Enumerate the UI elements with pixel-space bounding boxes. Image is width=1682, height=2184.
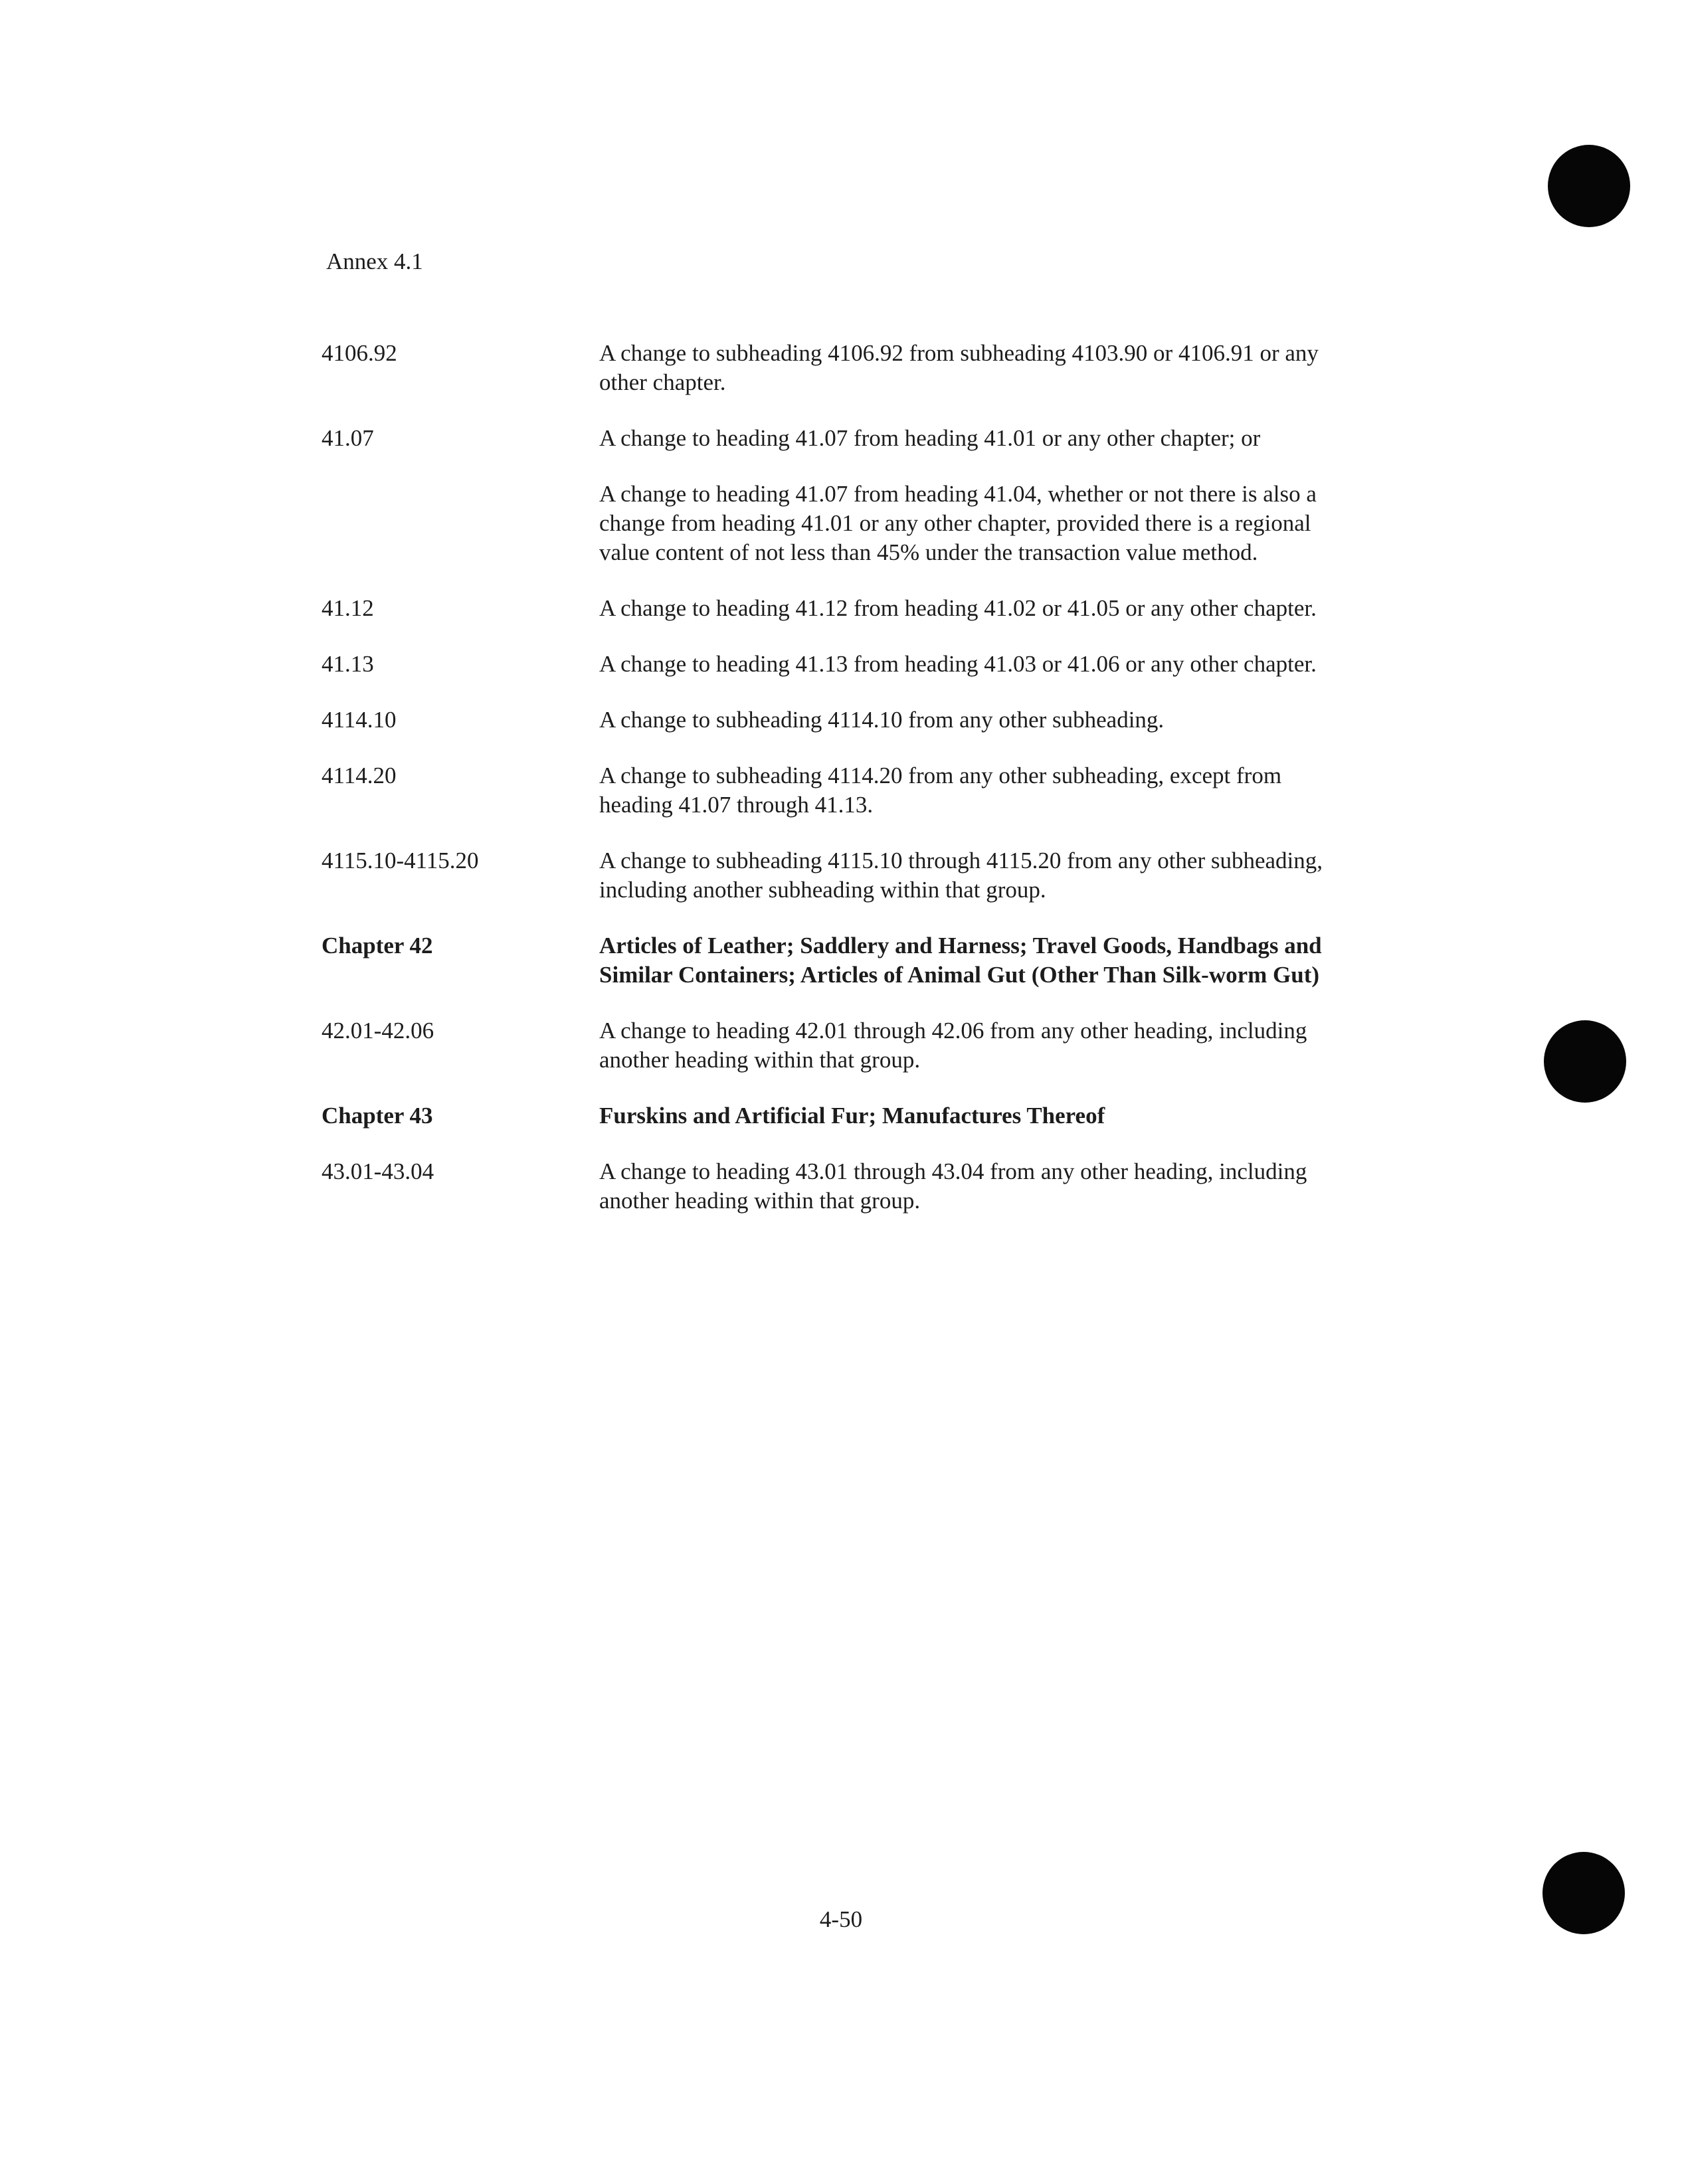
rule-row: [322, 761, 1358, 820]
rules-table: [322, 339, 1358, 1242]
rule-row: [322, 705, 1358, 735]
rule-description: [599, 705, 1350, 735]
rule-row: [322, 1016, 1358, 1075]
rule-description: [599, 424, 1350, 567]
rule-row: [322, 424, 1358, 567]
rule-text: Furskins and Artificial Fur; Manufactures Thereof: [599, 1103, 1105, 1129]
rule-text: A change to subheading 4114.10 from any other subheading.: [599, 707, 1165, 733]
rule-text: A change to heading 42.01 through 42.06 from any other heading, including another heading within that group.: [599, 1018, 1307, 1073]
annex-title: Annex 4.1: [326, 248, 423, 274]
chapter-title: [599, 931, 1350, 990]
rule-description: [599, 761, 1350, 820]
rule-description: [599, 1016, 1350, 1075]
chapter-heading-row: [322, 1101, 1358, 1131]
punch-hole-top: [1548, 145, 1630, 227]
tariff-code: 41.07: [322, 425, 374, 451]
chapter-label: Chapter 42: [322, 933, 433, 958]
chapter-title: [599, 1101, 1350, 1131]
tariff-code: 42.01-42.06: [322, 1018, 434, 1044]
rule-description: [599, 594, 1350, 623]
rule-text: Articles of Leather; Saddlery and Harness; Travel Goods, Handbags and Similar Containers; Articles of Animal Gut (Other Than Silk-worm Gut): [599, 933, 1322, 988]
rule-text: A change to heading 41.12 from heading 41.02 or 41.05 or any other chapter.: [599, 595, 1317, 621]
tariff-code: 4106.92: [322, 340, 397, 366]
tariff-code: 41.13: [322, 651, 374, 677]
tariff-code: 43.01-43.04: [322, 1158, 434, 1184]
tariff-code: 4114.20: [322, 763, 397, 788]
rule-text: A change to subheading 4106.92 from subheading 4103.90 or 4106.91 or any other chapter.: [599, 340, 1319, 395]
rule-description: [599, 846, 1350, 905]
rule-row: [322, 594, 1358, 623]
rule-text: A change to subheading 4114.20 from any other subheading, except from heading 41.07 through 41.13.: [599, 763, 1282, 818]
rule-text: A change to heading 41.13 from heading 41.03 or 41.06 or any other chapter.: [599, 651, 1317, 677]
rule-row: [322, 1157, 1358, 1216]
rule-row: [322, 339, 1358, 397]
page-number: 4-50: [819, 1906, 863, 1932]
rule-description: [599, 339, 1350, 397]
tariff-code: 41.12: [322, 595, 374, 621]
rule-row: [322, 650, 1358, 679]
rule-description: [599, 650, 1350, 679]
chapter-heading-row: [322, 931, 1358, 990]
rule-text: A change to heading 41.07 from heading 41.04, whether or not there is also a change from heading 41.01 or any other chapter, provided there is a regional value content of not less than 45% under the transaction value method.: [599, 481, 1317, 565]
rule-text: A change to heading 43.01 through 43.04 from any other heading, including another heading within that group.: [599, 1158, 1307, 1214]
tariff-code: 4115.10-4115.20: [322, 848, 479, 873]
rule-text: A change to subheading 4115.10 through 4115.20 from any other subheading, including another subheading within that group.: [599, 848, 1323, 903]
rule-text: A change to heading 41.07 from heading 41.01 or any other chapter; or: [599, 425, 1261, 451]
punch-hole-middle: [1544, 1020, 1626, 1103]
chapter-label: Chapter 43: [322, 1103, 433, 1129]
rule-row: [322, 846, 1358, 905]
rule-description: [599, 1157, 1350, 1216]
tariff-code: 4114.10: [322, 707, 397, 733]
